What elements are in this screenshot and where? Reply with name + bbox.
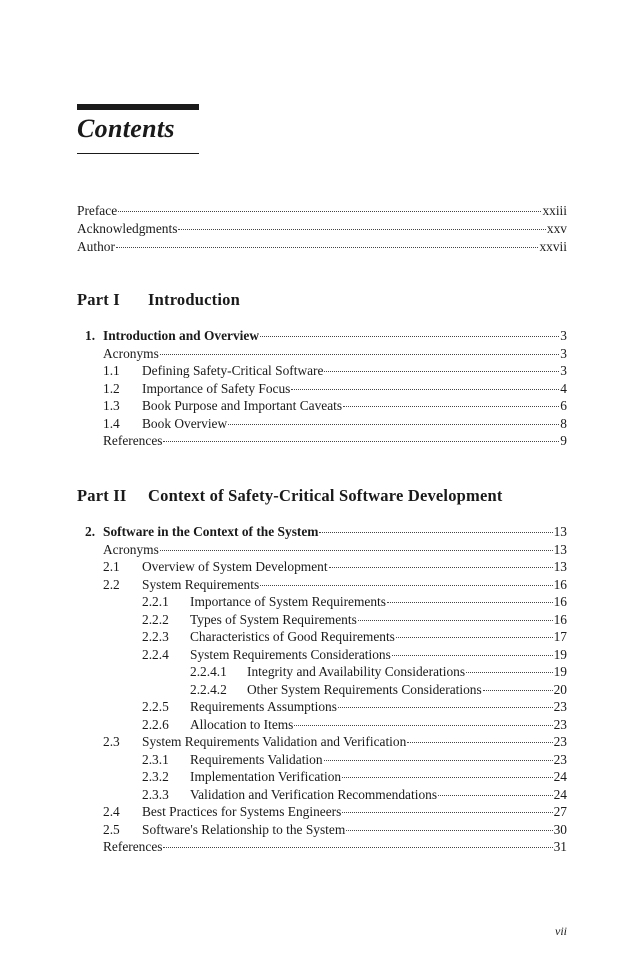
toc-entry-number: 2.1: [103, 559, 120, 574]
toc-entry[interactable]: [142, 628, 567, 646]
toc-entry-page: 20: [553, 682, 567, 697]
toc-entry-label: System Requirements: [142, 577, 260, 592]
toc-entry-number: 2.3.2: [142, 769, 169, 784]
toc-entry-label: Implementation Verification: [190, 769, 342, 784]
toc-entry-acknowledgments[interactable]: [77, 220, 567, 238]
toc-entry-page: 9: [560, 433, 567, 448]
toc-entry-page: 3: [560, 363, 567, 378]
toc-entry-number: 2.2.1: [142, 594, 169, 609]
toc-entry-label: Author: [77, 239, 115, 254]
toc-entry-label: Acronyms: [103, 542, 159, 557]
toc-entry-number: 2.3.1: [142, 752, 169, 767]
dot-leader: [466, 672, 553, 673]
dot-leader: [228, 424, 559, 425]
toc-entry-label: Importance of System Requirements: [190, 594, 386, 609]
toc-chapter-2[interactable]: [85, 523, 567, 541]
toc-entry-label: Validation and Verification Recommendations: [190, 787, 438, 802]
toc-entry-label: Characteristics of Good Requirements: [190, 629, 395, 644]
dot-leader: [438, 795, 553, 796]
toc-entry-page: 16: [553, 612, 567, 627]
dot-leader: [342, 777, 553, 778]
toc-entry-page: 24: [553, 787, 567, 802]
part-heading: [77, 486, 503, 506]
toc-entry[interactable]: [142, 646, 567, 664]
dot-leader: [118, 211, 541, 212]
dot-leader: [294, 725, 552, 726]
dot-leader: [342, 812, 552, 813]
toc-entry-number: 2.2.4.1: [190, 664, 227, 679]
toc-entry-label: Defining Safety-Critical Software: [142, 363, 324, 378]
toc-entry-label: Allocation to Items: [190, 717, 294, 732]
part-title: Introduction: [148, 290, 240, 309]
toc-entry-author[interactable]: [77, 238, 567, 256]
toc-entry-number: 2.2.4.2: [190, 682, 227, 697]
toc-entry[interactable]: [103, 803, 567, 821]
dot-leader: [291, 389, 559, 390]
page-title: Contents: [77, 114, 175, 143]
toc-entry[interactable]: [142, 716, 567, 734]
toc-entry[interactable]: [103, 558, 567, 576]
part-number: Part I: [77, 290, 120, 309]
dot-leader: [116, 247, 539, 248]
toc-entry-page: 30: [553, 822, 567, 837]
toc-entry-label: Best Practices for Systems Engineers: [142, 804, 342, 819]
toc-entry[interactable]: [142, 611, 567, 629]
toc-entry-label: System Requirements Considerations: [190, 647, 391, 662]
toc-entry-page: xxv: [546, 221, 567, 236]
dot-leader: [407, 742, 552, 743]
dot-leader: [163, 441, 559, 442]
toc-chapter-1[interactable]: [85, 327, 567, 345]
dot-leader: [358, 620, 553, 621]
toc-entry-page: 8: [560, 416, 567, 431]
toc-entry-label: References: [103, 433, 163, 448]
toc-entry-page: xxvii: [539, 239, 567, 254]
toc-entry[interactable]: [142, 698, 567, 716]
toc-entry[interactable]: [190, 663, 567, 681]
toc-entry-page: 13: [553, 524, 567, 539]
toc-entry-label: Requirements Assumptions: [190, 699, 337, 714]
toc-entry-page: 16: [553, 594, 567, 609]
title-rule-bottom: [77, 153, 199, 154]
toc-entry-number: 2.2.5: [142, 699, 169, 714]
toc-entry-label: Importance of Safety Focus: [142, 381, 291, 396]
toc-entry-page: 3: [560, 328, 567, 343]
toc-entry-number: 1.2: [103, 381, 120, 396]
toc-entry-label: Acronyms: [103, 346, 159, 361]
dot-leader: [392, 655, 553, 656]
dot-leader: [324, 371, 559, 372]
toc-entry-page: 16: [553, 577, 567, 592]
dot-leader: [160, 550, 553, 551]
toc-entry-page: 13: [553, 559, 567, 574]
toc-entry-page: xxiii: [542, 203, 567, 218]
toc-entry-page: 31: [553, 839, 567, 854]
toc-entry-number: 1.1: [103, 363, 120, 378]
toc-entry-page: 13: [553, 542, 567, 557]
part-heading: [77, 290, 240, 310]
toc-entry[interactable]: [103, 380, 567, 398]
toc-entry-number: 2.2.2: [142, 612, 169, 627]
dot-leader: [319, 532, 552, 533]
toc-entry[interactable]: [190, 681, 567, 699]
dot-leader: [346, 830, 552, 831]
page-number: vii: [555, 924, 567, 938]
toc-entry-page: 23: [553, 717, 567, 732]
toc-entry-label: Overview of System Development: [142, 559, 328, 574]
toc-entry-number: 2.4: [103, 804, 120, 819]
toc-entry[interactable]: [142, 768, 567, 786]
toc-entry-number: 2.5: [103, 822, 120, 837]
dot-leader: [163, 847, 552, 848]
dot-leader: [329, 567, 553, 568]
toc-entry-page: 23: [553, 752, 567, 767]
toc-entry-label: Other System Requirements Considerations: [247, 682, 482, 697]
toc-entry[interactable]: [103, 362, 567, 380]
toc-entry[interactable]: [142, 786, 567, 804]
toc-entry-page: 23: [553, 734, 567, 749]
toc-entry[interactable]: [103, 838, 567, 856]
dot-leader: [483, 690, 553, 691]
toc-entry[interactable]: [103, 345, 567, 363]
toc-entry[interactable]: [142, 751, 567, 769]
toc-entry[interactable]: [103, 733, 567, 751]
chapter-title: Introduction and Overview: [103, 328, 259, 343]
toc-entry-label: Software's Relationship to the System: [142, 822, 346, 837]
toc-entry[interactable]: [103, 821, 567, 839]
toc-entry[interactable]: [103, 576, 567, 594]
dot-leader: [396, 637, 553, 638]
toc-entry-number: 2.3: [103, 734, 120, 749]
toc-entry[interactable]: [103, 432, 567, 450]
toc-entry-page: 4: [560, 381, 567, 396]
dot-leader: [260, 585, 552, 586]
toc-entry-label: Acknowledgments: [77, 221, 178, 236]
toc-entry-page: 24: [553, 769, 567, 784]
toc-entry-number: 2.3.3: [142, 787, 169, 802]
toc-entry-number: 2.2.6: [142, 717, 169, 732]
dot-leader: [343, 406, 559, 407]
toc-entry-label: Book Purpose and Important Caveats: [142, 398, 343, 413]
toc-entry-number: 2.2: [103, 577, 120, 592]
toc-entry-label: References: [103, 839, 163, 854]
dot-leader: [178, 229, 545, 230]
chapter-number: 2.: [85, 524, 96, 539]
toc-entry-page: 23: [553, 699, 567, 714]
toc-entry-page: 27: [553, 804, 567, 819]
toc-entry-preface[interactable]: [77, 202, 567, 220]
toc-entry-label: Requirements Validation: [190, 752, 323, 767]
toc-entry[interactable]: [103, 541, 567, 559]
toc-entry-label: Integrity and Availability Considerations: [247, 664, 466, 679]
toc-entry-number: 2.2.4: [142, 647, 169, 662]
toc-entry-label: System Requirements Validation and Verification: [142, 734, 407, 749]
part-number: Part II: [77, 486, 127, 505]
toc-entry-number: 1.3: [103, 398, 120, 413]
toc-entry-label: Book Overview: [142, 416, 228, 431]
toc-entry-page: 17: [553, 629, 567, 644]
toc-entry[interactable]: [103, 415, 567, 433]
toc-entry-number: 2.2.3: [142, 629, 169, 644]
dot-leader: [387, 602, 553, 603]
toc-entry-page: 19: [553, 664, 567, 679]
toc-entry-page: 19: [553, 647, 567, 662]
chapter-number: 1.: [85, 328, 96, 343]
dot-leader: [260, 336, 559, 337]
dot-leader: [324, 760, 553, 761]
chapter-title: Software in the Context of the System: [103, 524, 319, 539]
toc-entry-label: Preface: [77, 203, 118, 218]
dot-leader: [160, 354, 560, 355]
toc-entry[interactable]: [103, 397, 567, 415]
toc-entry-number: 1.4: [103, 416, 120, 431]
dot-leader: [338, 707, 553, 708]
toc-entry-page: 3: [560, 346, 567, 361]
toc-entry-label: Types of System Requirements: [190, 612, 357, 627]
part-title: Context of Safety-Critical Software Development: [148, 486, 503, 505]
toc-entry-page: 6: [560, 398, 567, 413]
toc-entry[interactable]: [142, 593, 567, 611]
title-rule-top: [77, 104, 199, 110]
